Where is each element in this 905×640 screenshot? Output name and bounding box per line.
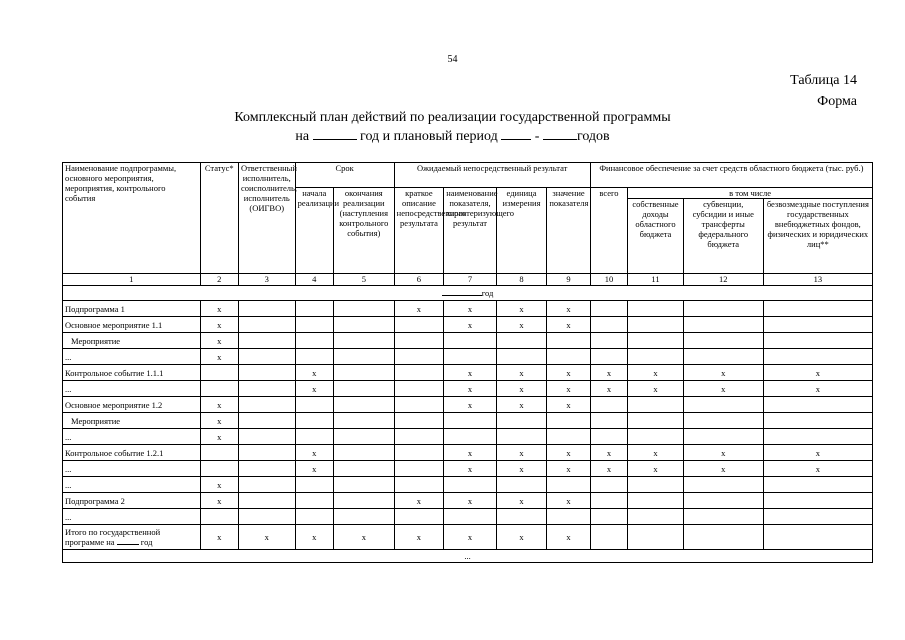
table-row bbox=[63, 413, 873, 429]
table-row bbox=[63, 365, 873, 381]
table-cell bbox=[683, 397, 763, 413]
table-cell bbox=[394, 429, 444, 445]
table-cell bbox=[238, 349, 295, 365]
table-cell bbox=[444, 477, 497, 493]
table-cell bbox=[496, 349, 547, 365]
table-cell bbox=[238, 365, 295, 381]
table-cell: x bbox=[763, 381, 872, 397]
table-cell: x bbox=[295, 461, 333, 477]
table-cell: x bbox=[295, 365, 333, 381]
table-cell bbox=[590, 317, 627, 333]
table-cell bbox=[394, 333, 444, 349]
table-cell bbox=[763, 413, 872, 429]
column-number-row bbox=[63, 274, 873, 286]
table-cell bbox=[590, 397, 627, 413]
total-cell: x bbox=[547, 525, 590, 550]
table-cell: x bbox=[763, 445, 872, 461]
table-cell bbox=[394, 381, 444, 397]
total-cell: x bbox=[333, 525, 394, 550]
table-cell: x bbox=[496, 381, 547, 397]
total-row bbox=[63, 525, 873, 550]
table-cell bbox=[496, 477, 547, 493]
table-row bbox=[63, 429, 873, 445]
column-number: 2 bbox=[200, 274, 238, 286]
table-cell bbox=[763, 493, 872, 509]
table-cell: x bbox=[547, 301, 590, 317]
table-cell: x bbox=[628, 461, 684, 477]
table-cell: x bbox=[444, 381, 497, 397]
table-cell bbox=[394, 509, 444, 525]
table-cell bbox=[333, 461, 394, 477]
table-cell: x bbox=[200, 413, 238, 429]
row-name: Мероприятие bbox=[63, 413, 201, 429]
table-cell: x bbox=[200, 349, 238, 365]
total-cell: x bbox=[444, 525, 497, 550]
table-cell bbox=[295, 333, 333, 349]
column-number: 3 bbox=[238, 274, 295, 286]
table-cell bbox=[238, 461, 295, 477]
table-cell bbox=[763, 397, 872, 413]
table-cell bbox=[394, 349, 444, 365]
table-cell bbox=[763, 509, 872, 525]
table-cell bbox=[333, 413, 394, 429]
table-cell bbox=[628, 317, 684, 333]
table-cell bbox=[683, 429, 763, 445]
column-number: 12 bbox=[683, 274, 763, 286]
header-fin-own: собственные доходы областного бюджета bbox=[628, 199, 684, 274]
row-name: Контрольное событие 1.1.1 bbox=[63, 365, 201, 381]
table-cell bbox=[238, 493, 295, 509]
table-cell bbox=[333, 349, 394, 365]
table-cell: x bbox=[590, 445, 627, 461]
form-label: Форма bbox=[817, 94, 857, 109]
action-plan-table bbox=[62, 162, 873, 563]
header-exp-indicator: наименование показателя, характеризующего результат bbox=[444, 188, 497, 274]
year-blank bbox=[313, 127, 357, 140]
table-row bbox=[63, 301, 873, 317]
header-term-end: окончания реализации (наступления контрольного события) bbox=[333, 188, 394, 274]
table-cell bbox=[590, 333, 627, 349]
table-cell bbox=[590, 477, 627, 493]
total-cell: x bbox=[295, 525, 333, 550]
table-cell bbox=[763, 477, 872, 493]
year-row-label: год bbox=[481, 288, 494, 298]
column-number: 4 bbox=[295, 274, 333, 286]
table-cell bbox=[333, 301, 394, 317]
table-cell bbox=[200, 381, 238, 397]
period-start-blank bbox=[501, 127, 531, 140]
table-cell: x bbox=[496, 317, 547, 333]
table-cell: x bbox=[200, 317, 238, 333]
table-cell: x bbox=[547, 365, 590, 381]
subtitle-part-d: годов bbox=[576, 129, 610, 144]
table-cell bbox=[200, 509, 238, 525]
table-cell: x bbox=[444, 317, 497, 333]
table-cell bbox=[444, 509, 497, 525]
table-cell bbox=[590, 349, 627, 365]
total-cell bbox=[590, 525, 627, 550]
total-row-name bbox=[63, 525, 201, 550]
document-subtitle bbox=[0, 127, 905, 145]
table-cell: x bbox=[444, 365, 497, 381]
table-cell bbox=[628, 301, 684, 317]
table-row bbox=[63, 445, 873, 461]
table-cell bbox=[333, 445, 394, 461]
table-cell bbox=[444, 413, 497, 429]
total-cell bbox=[628, 525, 684, 550]
table-cell bbox=[628, 509, 684, 525]
table-cell: x bbox=[200, 429, 238, 445]
header-fin-total: всего bbox=[590, 188, 627, 274]
header-fin-free: безвозмездные поступления государственных внебюджетных фондов, физических и юридических лиц** bbox=[763, 199, 872, 274]
table-cell bbox=[200, 365, 238, 381]
table-cell bbox=[547, 333, 590, 349]
table-cell bbox=[295, 493, 333, 509]
table-cell: x bbox=[628, 365, 684, 381]
table-cell bbox=[333, 381, 394, 397]
header-term-start: начала реализации bbox=[295, 188, 333, 274]
subtitle-part-b: год и плановый период bbox=[360, 129, 498, 144]
table-cell bbox=[238, 413, 295, 429]
table-cell: x bbox=[295, 381, 333, 397]
table-row bbox=[63, 333, 873, 349]
table-cell: x bbox=[394, 493, 444, 509]
table-cell bbox=[590, 493, 627, 509]
table-cell bbox=[295, 477, 333, 493]
table-cell bbox=[683, 413, 763, 429]
table-row bbox=[63, 317, 873, 333]
table-cell bbox=[683, 333, 763, 349]
row-name: Контрольное событие 1.2.1 bbox=[63, 445, 201, 461]
table-cell bbox=[333, 397, 394, 413]
table-cell bbox=[763, 333, 872, 349]
column-number: 13 bbox=[763, 274, 872, 286]
row-name: Подпрограмма 1 bbox=[63, 301, 201, 317]
subtitle-part-c: - bbox=[534, 129, 540, 144]
table-cell bbox=[683, 349, 763, 365]
table-cell bbox=[444, 429, 497, 445]
table-cell: x bbox=[547, 461, 590, 477]
row-name: Подпрограмма 2 bbox=[63, 493, 201, 509]
table-cell bbox=[628, 429, 684, 445]
header-exp-unit: единица измерения bbox=[496, 188, 547, 274]
table-cell: x bbox=[444, 301, 497, 317]
row-name: Основное мероприятие 1.1 bbox=[63, 317, 201, 333]
table-cell bbox=[628, 333, 684, 349]
table-cell bbox=[547, 349, 590, 365]
table-label: Таблица 14 bbox=[790, 73, 857, 88]
column-number: 10 bbox=[590, 274, 627, 286]
table-cell bbox=[628, 477, 684, 493]
table-cell: x bbox=[444, 493, 497, 509]
table-cell: x bbox=[444, 461, 497, 477]
table-cell: x bbox=[590, 381, 627, 397]
table-cell bbox=[295, 509, 333, 525]
table-row bbox=[63, 461, 873, 477]
table-cell: x bbox=[628, 381, 684, 397]
table-cell bbox=[394, 477, 444, 493]
table-cell bbox=[238, 381, 295, 397]
table-cell bbox=[628, 349, 684, 365]
table-cell bbox=[763, 301, 872, 317]
table-cell bbox=[238, 477, 295, 493]
header-fin-incl: в том числе bbox=[628, 188, 873, 199]
table-cell bbox=[295, 301, 333, 317]
table-cell bbox=[333, 429, 394, 445]
table-cell bbox=[547, 477, 590, 493]
document-title: Комплексный план действий по реализации государственной программы bbox=[234, 110, 671, 125]
row-name: ... bbox=[63, 461, 201, 477]
table-cell bbox=[200, 445, 238, 461]
row-name: ... bbox=[63, 381, 201, 397]
table-cell bbox=[394, 365, 444, 381]
year-row bbox=[63, 286, 873, 301]
table-cell: x bbox=[444, 397, 497, 413]
table-cell: x bbox=[444, 445, 497, 461]
table-cell: x bbox=[200, 493, 238, 509]
table-cell: x bbox=[590, 365, 627, 381]
header-name: Наименование подпрограммы, основного мероприятия, мероприятия, контрольного события bbox=[63, 163, 201, 274]
table-cell bbox=[238, 333, 295, 349]
table-cell bbox=[333, 365, 394, 381]
table-cell: x bbox=[628, 445, 684, 461]
total-cell: x bbox=[394, 525, 444, 550]
table-cell bbox=[333, 493, 394, 509]
last-row-ellipsis: ... bbox=[63, 550, 873, 563]
table-cell: x bbox=[547, 317, 590, 333]
table-cell bbox=[547, 413, 590, 429]
table-cell bbox=[238, 317, 295, 333]
subtitle-part-a: на bbox=[295, 129, 310, 144]
table-cell bbox=[295, 397, 333, 413]
table-row bbox=[63, 397, 873, 413]
header-expected-result: Ожидаемый непосредственный результат bbox=[394, 163, 590, 188]
header-fin-subsidies: субвенции, субсидии и иные трансферты федерального бюджета bbox=[683, 199, 763, 274]
table-cell: x bbox=[496, 493, 547, 509]
table-cell bbox=[496, 509, 547, 525]
table-cell bbox=[238, 301, 295, 317]
table-cell bbox=[295, 429, 333, 445]
table-cell: x bbox=[763, 461, 872, 477]
table-cell: x bbox=[547, 445, 590, 461]
table-cell bbox=[444, 333, 497, 349]
table-cell: x bbox=[496, 365, 547, 381]
total-cell: x bbox=[496, 525, 547, 550]
table-cell bbox=[394, 445, 444, 461]
table-cell bbox=[295, 413, 333, 429]
table-cell: x bbox=[683, 445, 763, 461]
table-cell bbox=[683, 493, 763, 509]
table-cell: x bbox=[200, 477, 238, 493]
table-cell bbox=[763, 317, 872, 333]
table-cell bbox=[683, 509, 763, 525]
table-cell bbox=[238, 509, 295, 525]
table-cell bbox=[547, 429, 590, 445]
table-cell: x bbox=[683, 461, 763, 477]
table-cell bbox=[590, 509, 627, 525]
total-cell: x bbox=[238, 525, 295, 550]
table-cell: x bbox=[200, 301, 238, 317]
table-cell bbox=[333, 333, 394, 349]
table-cell bbox=[628, 493, 684, 509]
table-cell bbox=[763, 349, 872, 365]
column-number: 1 bbox=[63, 274, 201, 286]
table-cell bbox=[683, 477, 763, 493]
row-name: ... bbox=[63, 429, 201, 445]
table-cell bbox=[394, 413, 444, 429]
table-cell bbox=[496, 413, 547, 429]
total-year-blank bbox=[117, 544, 139, 545]
table-body bbox=[63, 301, 873, 525]
table-cell: x bbox=[496, 461, 547, 477]
table-cell: x bbox=[683, 381, 763, 397]
table-cell bbox=[683, 301, 763, 317]
table-cell bbox=[394, 461, 444, 477]
header-exp-short: краткое описание непосредственного результата bbox=[394, 188, 444, 274]
column-number: 8 bbox=[496, 274, 547, 286]
table-row bbox=[63, 477, 873, 493]
header-status: Статус* bbox=[200, 163, 238, 274]
table-cell bbox=[683, 317, 763, 333]
table-cell bbox=[590, 413, 627, 429]
table-cell bbox=[333, 477, 394, 493]
table-cell: x bbox=[496, 301, 547, 317]
table-cell bbox=[496, 429, 547, 445]
table-cell bbox=[547, 509, 590, 525]
table-cell bbox=[628, 413, 684, 429]
table-cell bbox=[394, 397, 444, 413]
table-cell: x bbox=[200, 333, 238, 349]
column-number: 5 bbox=[333, 274, 394, 286]
page-number: 54 bbox=[447, 54, 458, 65]
table-cell bbox=[590, 429, 627, 445]
table-cell bbox=[295, 317, 333, 333]
header-exp-value: значение показателя bbox=[547, 188, 590, 274]
table-cell bbox=[628, 397, 684, 413]
table-cell: x bbox=[763, 365, 872, 381]
table-cell bbox=[238, 397, 295, 413]
total-cell bbox=[683, 525, 763, 550]
table-row bbox=[63, 493, 873, 509]
table-cell: x bbox=[496, 445, 547, 461]
table-row bbox=[63, 509, 873, 525]
table-cell bbox=[444, 349, 497, 365]
table-cell: x bbox=[200, 397, 238, 413]
column-number: 6 bbox=[394, 274, 444, 286]
column-number: 7 bbox=[444, 274, 497, 286]
table-cell bbox=[238, 445, 295, 461]
table-row bbox=[63, 349, 873, 365]
header-finance: Финансовое обеспечение за счет средств областного бюджета (тыс. руб.) bbox=[590, 163, 872, 188]
row-name: Мероприятие bbox=[63, 333, 201, 349]
table-cell: x bbox=[496, 397, 547, 413]
table-cell bbox=[295, 349, 333, 365]
total-cell: x bbox=[200, 525, 238, 550]
row-name: ... bbox=[63, 477, 201, 493]
table-cell bbox=[200, 461, 238, 477]
total-cell bbox=[763, 525, 872, 550]
table-cell: x bbox=[295, 445, 333, 461]
table-cell: x bbox=[547, 381, 590, 397]
table-cell bbox=[590, 301, 627, 317]
column-number: 11 bbox=[628, 274, 684, 286]
table-cell: x bbox=[590, 461, 627, 477]
header-term: Срок bbox=[295, 163, 394, 188]
table-cell: x bbox=[547, 397, 590, 413]
row-name: ... bbox=[63, 349, 201, 365]
column-number: 9 bbox=[547, 274, 590, 286]
table-cell: x bbox=[394, 301, 444, 317]
row-name: ... bbox=[63, 509, 201, 525]
total-row-name-a: Итого по государственной программе на bbox=[65, 527, 161, 547]
table-cell: x bbox=[547, 493, 590, 509]
table-cell bbox=[238, 429, 295, 445]
table-cell: x bbox=[683, 365, 763, 381]
row-name: Основное мероприятие 1.2 bbox=[63, 397, 201, 413]
year-row-blank bbox=[442, 295, 482, 296]
total-row-name-b: год bbox=[140, 537, 153, 547]
table-cell bbox=[394, 317, 444, 333]
period-end-blank bbox=[543, 127, 577, 140]
table-cell bbox=[333, 317, 394, 333]
table-cell bbox=[496, 333, 547, 349]
table-row bbox=[63, 381, 873, 397]
table-cell bbox=[763, 429, 872, 445]
table-cell bbox=[333, 509, 394, 525]
header-responsible: Ответственный исполнитель, соисполнитель, исполнитель (ОИГВО) bbox=[238, 163, 295, 274]
